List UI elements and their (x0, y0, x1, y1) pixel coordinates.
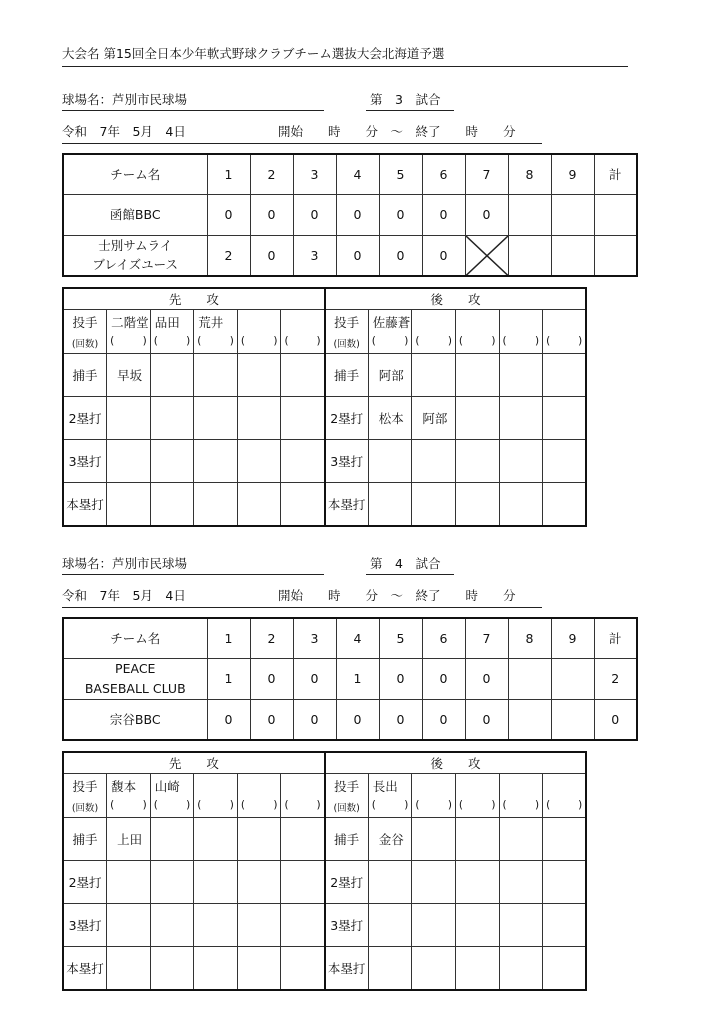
inning-score (508, 658, 551, 699)
pitcher-cell (150, 310, 194, 354)
player-name (499, 440, 543, 483)
team-row (63, 235, 637, 276)
triple-label: 3塁打 (325, 904, 369, 947)
pitcher-name: 二階堂 (111, 315, 149, 330)
inning-score: 0 (422, 235, 465, 276)
inning-score (551, 699, 594, 740)
paren-close: ) (229, 335, 234, 347)
player-name (543, 904, 587, 947)
pitcher-cell (237, 310, 281, 354)
player-name (194, 861, 238, 904)
player-name (368, 440, 412, 483)
catcher-row (63, 354, 586, 397)
pitcher-cell (543, 310, 587, 354)
paren-close: ) (491, 799, 496, 811)
paren-close: ) (273, 799, 278, 811)
paren-close: ) (404, 799, 409, 811)
innings-label: (回数) (333, 339, 360, 350)
player-name (237, 397, 281, 440)
inning-score: 0 (422, 658, 465, 699)
player-name (543, 354, 587, 397)
double-row (63, 397, 586, 440)
homerun-label: 本塁打 (63, 947, 107, 991)
pitcher-name: 品田 (154, 315, 180, 330)
player-name: 阿部 (412, 397, 456, 440)
game-time: 開始 時 分 ～ 終了 時 分 (278, 588, 516, 603)
inning-header: 9 (551, 154, 594, 194)
player-name (455, 397, 499, 440)
game-number: 第 3 試合 (370, 92, 441, 107)
paren-close: ) (142, 799, 147, 811)
player-name (237, 440, 281, 483)
scoreboard-table (62, 617, 638, 741)
paren-open: ( (546, 335, 551, 347)
player-name (412, 440, 456, 483)
inning-score: 1 (336, 658, 379, 699)
player-name (150, 947, 194, 991)
inning-score (508, 235, 551, 276)
pitcher-cell (455, 774, 499, 818)
paren-open: ( (458, 335, 464, 347)
game-time: 開始 時 分 ～ 終了 時 分 (278, 124, 516, 139)
inning-score: 0 (293, 699, 336, 740)
inning-score: 0 (422, 699, 465, 740)
inning-score: 0 (465, 658, 508, 699)
pitcher-cell (281, 774, 325, 818)
inning-score: 0 (336, 235, 379, 276)
player-name (194, 947, 238, 991)
team-name-line: 士別サムライ (98, 237, 173, 253)
pitcher-name: 荒井 (198, 315, 224, 330)
inning-header: 3 (293, 154, 336, 194)
second-attack-header: 後 攻 (325, 288, 587, 310)
inning-header: 7 (465, 618, 508, 658)
player-name (455, 861, 499, 904)
pitcher-row (63, 310, 586, 354)
player-name (499, 397, 543, 440)
paren-open: ( (546, 799, 551, 811)
paren-open: ( (153, 335, 158, 347)
player-name (543, 947, 587, 991)
paren-close: ) (186, 799, 191, 811)
double-label: 2塁打 (63, 397, 107, 440)
inning-score: 0 (207, 194, 250, 235)
player-name (412, 861, 456, 904)
inning-score: 0 (379, 235, 422, 276)
team-name-line: 函館BBC (109, 206, 161, 222)
pitcher-cell (499, 774, 543, 818)
tournament-title: 大会名 第15回全日本少年軟式野球クラブチーム選抜大会北海道予選 (62, 46, 445, 61)
pitcher-name: 馥本 (111, 779, 137, 794)
paren-open: ( (110, 335, 115, 347)
venue-label: 球場名：芦別市民球場 (62, 556, 188, 571)
catcher-label: 捕手 (63, 818, 107, 861)
inning-score: 0 (250, 194, 293, 235)
inning-score: 0 (207, 699, 250, 740)
paren-close: ) (142, 335, 147, 347)
player-name (499, 904, 543, 947)
player-name (281, 354, 325, 397)
team-name (63, 235, 207, 276)
triple-label: 3塁打 (325, 440, 369, 483)
inning-score: 0 (379, 699, 422, 740)
team-name-header: チーム名 (63, 618, 207, 658)
paren-close: ) (447, 335, 452, 347)
player-name (237, 904, 281, 947)
inning-score (551, 194, 594, 235)
paren-close: ) (578, 335, 583, 347)
pitcher-cell (107, 310, 151, 354)
paren-close: ) (186, 335, 191, 347)
pitcher-cell (455, 310, 499, 354)
paren-open: ( (284, 335, 289, 347)
inning-score: 1 (207, 658, 250, 699)
pitcher-cell (412, 310, 456, 354)
inning-header: 8 (508, 618, 551, 658)
paren-open: ( (197, 799, 202, 811)
total-score: 2 (594, 658, 637, 699)
game-number-underline (366, 110, 454, 111)
player-name (281, 397, 325, 440)
paren-close: ) (316, 799, 321, 811)
first-attack-header: 先 攻 (63, 288, 325, 310)
player-name (543, 397, 587, 440)
player-name (194, 440, 238, 483)
player-name (150, 354, 194, 397)
player-name (455, 483, 499, 527)
paren-open: ( (197, 335, 202, 347)
double-label: 2塁打 (63, 861, 107, 904)
lineup-table (62, 287, 587, 527)
player-name (281, 904, 325, 947)
player-name (150, 904, 194, 947)
triple-label: 3塁打 (63, 440, 107, 483)
player-name (412, 818, 456, 861)
inning-header: 6 (422, 618, 465, 658)
inning-score: 0 (422, 194, 465, 235)
inning-header: 2 (250, 618, 293, 658)
player-name (237, 818, 281, 861)
pitcher-cell (107, 774, 151, 818)
paren-close: ) (447, 799, 452, 811)
inning-score: 0 (293, 658, 336, 699)
player-name (281, 861, 325, 904)
date-underline (62, 607, 542, 608)
pitcher-row (63, 774, 586, 818)
paren-open: ( (110, 799, 115, 811)
paren-close: ) (273, 335, 278, 347)
paren-close: ) (491, 335, 496, 347)
team-name (63, 658, 207, 699)
paren-open: ( (240, 335, 245, 347)
player-name (499, 818, 543, 861)
pitcher-cell (194, 774, 238, 818)
homerun-label: 本塁打 (325, 483, 369, 527)
paren-close: ) (404, 335, 409, 347)
paren-close: ) (316, 335, 321, 347)
paren-open: ( (240, 799, 245, 811)
paren-open: ( (415, 335, 420, 347)
total-header: 計 (594, 154, 637, 194)
pitcher-cell (281, 310, 325, 354)
pitcher-label-cell (325, 310, 369, 354)
lineup-table (62, 751, 587, 991)
no-play-cell (465, 235, 508, 276)
homerun-label: 本塁打 (63, 483, 107, 527)
game-date: 令和 7年 5月 4日 (62, 588, 186, 603)
player-name (368, 904, 412, 947)
double-row (63, 861, 586, 904)
inning-header: 1 (207, 154, 250, 194)
inning-score: 0 (293, 194, 336, 235)
innings-label: (回数) (333, 803, 360, 814)
innings-label: (回数) (71, 339, 99, 350)
team-row (63, 699, 637, 740)
inning-score: 0 (465, 699, 508, 740)
player-name (281, 818, 325, 861)
player-name: 阿部 (368, 354, 412, 397)
team-row (63, 194, 637, 235)
player-name: 松本 (368, 397, 412, 440)
player-name (150, 483, 194, 527)
player-name (194, 904, 238, 947)
inning-header: 7 (465, 154, 508, 194)
paren-close: ) (229, 799, 234, 811)
player-name (107, 483, 151, 527)
inning-score: 0 (250, 235, 293, 276)
double-label: 2塁打 (325, 861, 369, 904)
inning-score (508, 194, 551, 235)
team-name-line: BASEBALL CLUB (84, 680, 186, 696)
player-name (412, 354, 456, 397)
player-name (107, 947, 151, 991)
pitcher-label-cell (63, 310, 107, 354)
venue-label: 球場名：芦別市民球場 (62, 92, 188, 107)
catcher-label: 捕手 (63, 354, 107, 397)
paren-close: ) (535, 335, 540, 347)
date-underline (62, 143, 542, 144)
player-name (150, 861, 194, 904)
player-name (499, 947, 543, 991)
inning-score (551, 235, 594, 276)
player-name (543, 483, 587, 527)
player-name (150, 397, 194, 440)
catcher-label: 捕手 (325, 818, 369, 861)
homerun-row (63, 483, 586, 527)
paren-open: ( (371, 335, 376, 347)
total-score (594, 194, 637, 235)
paren-close: ) (578, 799, 583, 811)
player-name (194, 818, 238, 861)
first-attack-header: 先 攻 (63, 752, 325, 774)
double-label: 2塁打 (325, 397, 369, 440)
player-name (107, 397, 151, 440)
venue-underline (62, 574, 324, 575)
pitcher-label: 投手 (334, 779, 360, 794)
pitcher-label-cell (63, 774, 107, 818)
pitcher-cell (150, 774, 194, 818)
player-name (237, 483, 281, 527)
player-name (499, 861, 543, 904)
title-underline (62, 66, 628, 67)
player-name (107, 440, 151, 483)
player-name (543, 818, 587, 861)
homerun-row (63, 947, 586, 991)
player-name (455, 440, 499, 483)
inning-header: 9 (551, 618, 594, 658)
player-name (368, 483, 412, 527)
inning-score: 0 (250, 658, 293, 699)
inning-header: 8 (508, 154, 551, 194)
catcher-label: 捕手 (325, 354, 369, 397)
player-name (412, 904, 456, 947)
total-score: 0 (594, 699, 637, 740)
player-name (368, 861, 412, 904)
player-name (455, 354, 499, 397)
team-name (63, 194, 207, 235)
inning-header: 1 (207, 618, 250, 658)
inning-score: 0 (336, 699, 379, 740)
player-name (368, 947, 412, 991)
paren-open: ( (284, 799, 289, 811)
pitcher-label-cell (325, 774, 369, 818)
catcher-row (63, 818, 586, 861)
player-name (194, 397, 238, 440)
player-name: 金谷 (368, 818, 412, 861)
player-name (107, 904, 151, 947)
player-name (281, 483, 325, 527)
player-name (455, 947, 499, 991)
pitcher-name: 山崎 (154, 779, 180, 794)
player-name (543, 440, 587, 483)
team-name-line: PEACE (115, 661, 156, 677)
second-attack-header: 後 攻 (325, 752, 587, 774)
triple-row (63, 440, 586, 483)
player-name (281, 947, 325, 991)
inning-score (551, 658, 594, 699)
inning-header: 4 (336, 618, 379, 658)
scoreboard-table (62, 153, 638, 277)
pitcher-label: 投手 (334, 315, 360, 330)
inning-score: 0 (336, 194, 379, 235)
total-header: 計 (594, 618, 637, 658)
player-name (150, 818, 194, 861)
pitcher-cell (194, 310, 238, 354)
pitcher-cell (237, 774, 281, 818)
total-score (594, 235, 637, 276)
pitcher-cell (412, 774, 456, 818)
inning-header: 4 (336, 154, 379, 194)
player-name (237, 354, 281, 397)
inning-score: 3 (293, 235, 336, 276)
pitcher-cell (368, 774, 412, 818)
pitcher-label: 投手 (72, 315, 98, 330)
player-name (281, 440, 325, 483)
player-name (455, 904, 499, 947)
player-name (499, 483, 543, 527)
cross-mark-icon (466, 236, 508, 276)
pitcher-cell (543, 774, 587, 818)
innings-label: (回数) (71, 803, 99, 814)
player-name (237, 861, 281, 904)
inning-score (508, 699, 551, 740)
player-name (455, 818, 499, 861)
player-name (150, 440, 194, 483)
player-name (107, 861, 151, 904)
inning-header: 2 (250, 154, 293, 194)
player-name (194, 354, 238, 397)
paren-close: ) (535, 799, 540, 811)
paren-open: ( (458, 799, 464, 811)
paren-open: ( (371, 799, 376, 811)
triple-label: 3塁打 (63, 904, 107, 947)
player-name: 早坂 (107, 354, 151, 397)
pitcher-label: 投手 (72, 779, 98, 794)
inning-header: 5 (379, 154, 422, 194)
player-name (499, 354, 543, 397)
pitcher-cell (368, 310, 412, 354)
team-row (63, 658, 637, 699)
inning-score: 0 (379, 658, 422, 699)
inning-score: 0 (250, 699, 293, 740)
player-name (412, 947, 456, 991)
paren-open: ( (502, 799, 507, 811)
inning-score: 0 (379, 194, 422, 235)
player-name (412, 483, 456, 527)
paren-open: ( (153, 799, 158, 811)
inning-header: 3 (293, 618, 336, 658)
paren-open: ( (502, 335, 507, 347)
player-name (237, 947, 281, 991)
team-name-line: ブレイズユース (92, 257, 179, 273)
venue-underline (62, 110, 324, 111)
player-name (194, 483, 238, 527)
game-date: 令和 7年 5月 4日 (62, 124, 186, 139)
player-name: 上田 (107, 818, 151, 861)
game-number-underline (366, 574, 454, 575)
paren-open: ( (415, 799, 420, 811)
player-name (543, 861, 587, 904)
team-name (63, 699, 207, 740)
team-name-line: 宗谷BBC (109, 711, 161, 727)
pitcher-name: 長出 (372, 779, 398, 794)
inning-header: 5 (379, 618, 422, 658)
pitcher-name: 佐藤蒼 (372, 315, 411, 330)
game-number: 第 4 試合 (370, 556, 441, 571)
triple-row (63, 904, 586, 947)
inning-score: 2 (207, 235, 250, 276)
team-name-header: チーム名 (63, 154, 207, 194)
homerun-label: 本塁打 (325, 947, 369, 991)
inning-score: 0 (465, 194, 508, 235)
inning-header: 6 (422, 154, 465, 194)
pitcher-cell (499, 310, 543, 354)
